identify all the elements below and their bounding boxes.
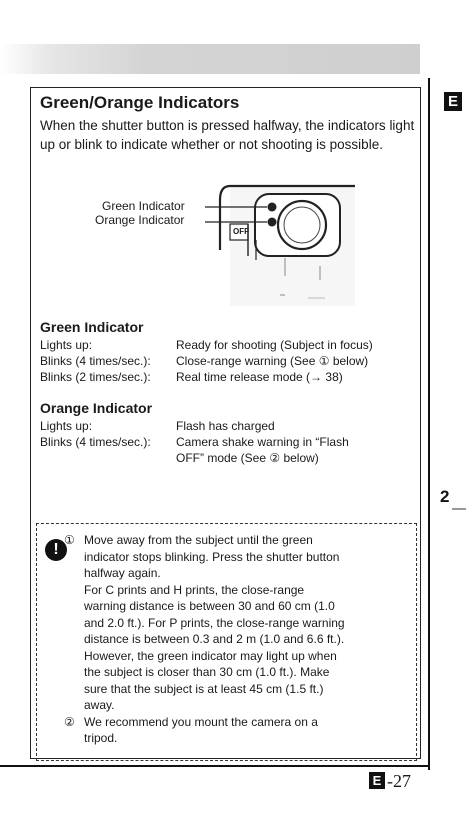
page-number [369, 771, 411, 792]
note-line: Move away from the subject until the green [84, 533, 313, 547]
caution-icon: ! [45, 539, 67, 561]
note-line: tripod. [84, 731, 118, 745]
orange-indicator-heading: Orange Indicator [40, 400, 153, 416]
note-line: sure that the subject is at least 45 cm (1.5 ft.) [84, 681, 324, 696]
section-title: Green/Orange Indicators [40, 93, 240, 112]
note-line: warning distance is between 30 and 60 cm (1.0 [84, 599, 335, 613]
intro-text: When the shutter button is pressed halfway, the indicators light up or blink to indicate whether or not shooting is possible. [40, 118, 415, 152]
chapter-number: 2 [440, 487, 450, 506]
note-line: and 2.0 ft.). For P prints, the close-range warning [84, 615, 345, 630]
note-line: halfway again. [84, 566, 161, 580]
green-meaning: Real time release mode (→ 38) [176, 370, 343, 384]
green-meaning: Close-range warning (See ① below) [176, 354, 369, 368]
note-line: away. [84, 698, 115, 712]
orange-meaning: Camera shake warning in “Flash [176, 435, 349, 449]
green-indicator-label: Green Indicator [102, 199, 185, 213]
green-indicator-dot [268, 203, 277, 212]
orange-state: Lights up: [40, 419, 93, 433]
page-rule-vertical [428, 78, 430, 770]
note-2-marker: ② [64, 714, 75, 729]
orange-indicator-dot [268, 218, 277, 227]
note-line: We recommend you mount the camera on a [84, 714, 318, 729]
header-bar [0, 44, 420, 74]
language-tab: E [444, 92, 462, 111]
note-line: However, the green indicator may light up when [84, 648, 337, 663]
note-line: distance is between 0.3 and 2 m (1.0 and 6.6 ft.). [84, 632, 345, 646]
camera-figure [80, 180, 360, 310]
note-line: For C prints and H prints, the close-range [84, 582, 305, 597]
green-state: Lights up: [40, 338, 93, 352]
note-1-marker: ① [64, 533, 75, 547]
green-indicator-heading: Green Indicator [40, 319, 144, 335]
page-prefix-badge: E [369, 772, 385, 789]
orange-meaning-cont: OFF” mode (See ② below) [176, 451, 319, 465]
note-1 [64, 532, 409, 714]
note-line: the subject is closer than 30 cm (1.0 ft.). Make [84, 665, 330, 679]
orange-meaning: Flash has charged [176, 419, 275, 433]
green-state: Blinks (4 times/sec.): [40, 354, 151, 368]
orange-state: Blinks (4 times/sec.): [40, 435, 151, 449]
caution-notes [64, 532, 409, 747]
page-number-value: -27 [387, 771, 411, 791]
chapter-tick [452, 508, 466, 510]
orange-indicator-label: Orange Indicator [95, 213, 185, 227]
green-state: Blinks (2 times/sec.): [40, 370, 151, 384]
note-line: indicator stops blinking. Press the shutter button [84, 549, 340, 564]
off-switch-label: OFF [233, 227, 249, 236]
green-meaning: Ready for shooting (Subject in focus) [176, 338, 373, 352]
note-2 [64, 714, 409, 747]
page-rule-bottom [0, 765, 430, 767]
